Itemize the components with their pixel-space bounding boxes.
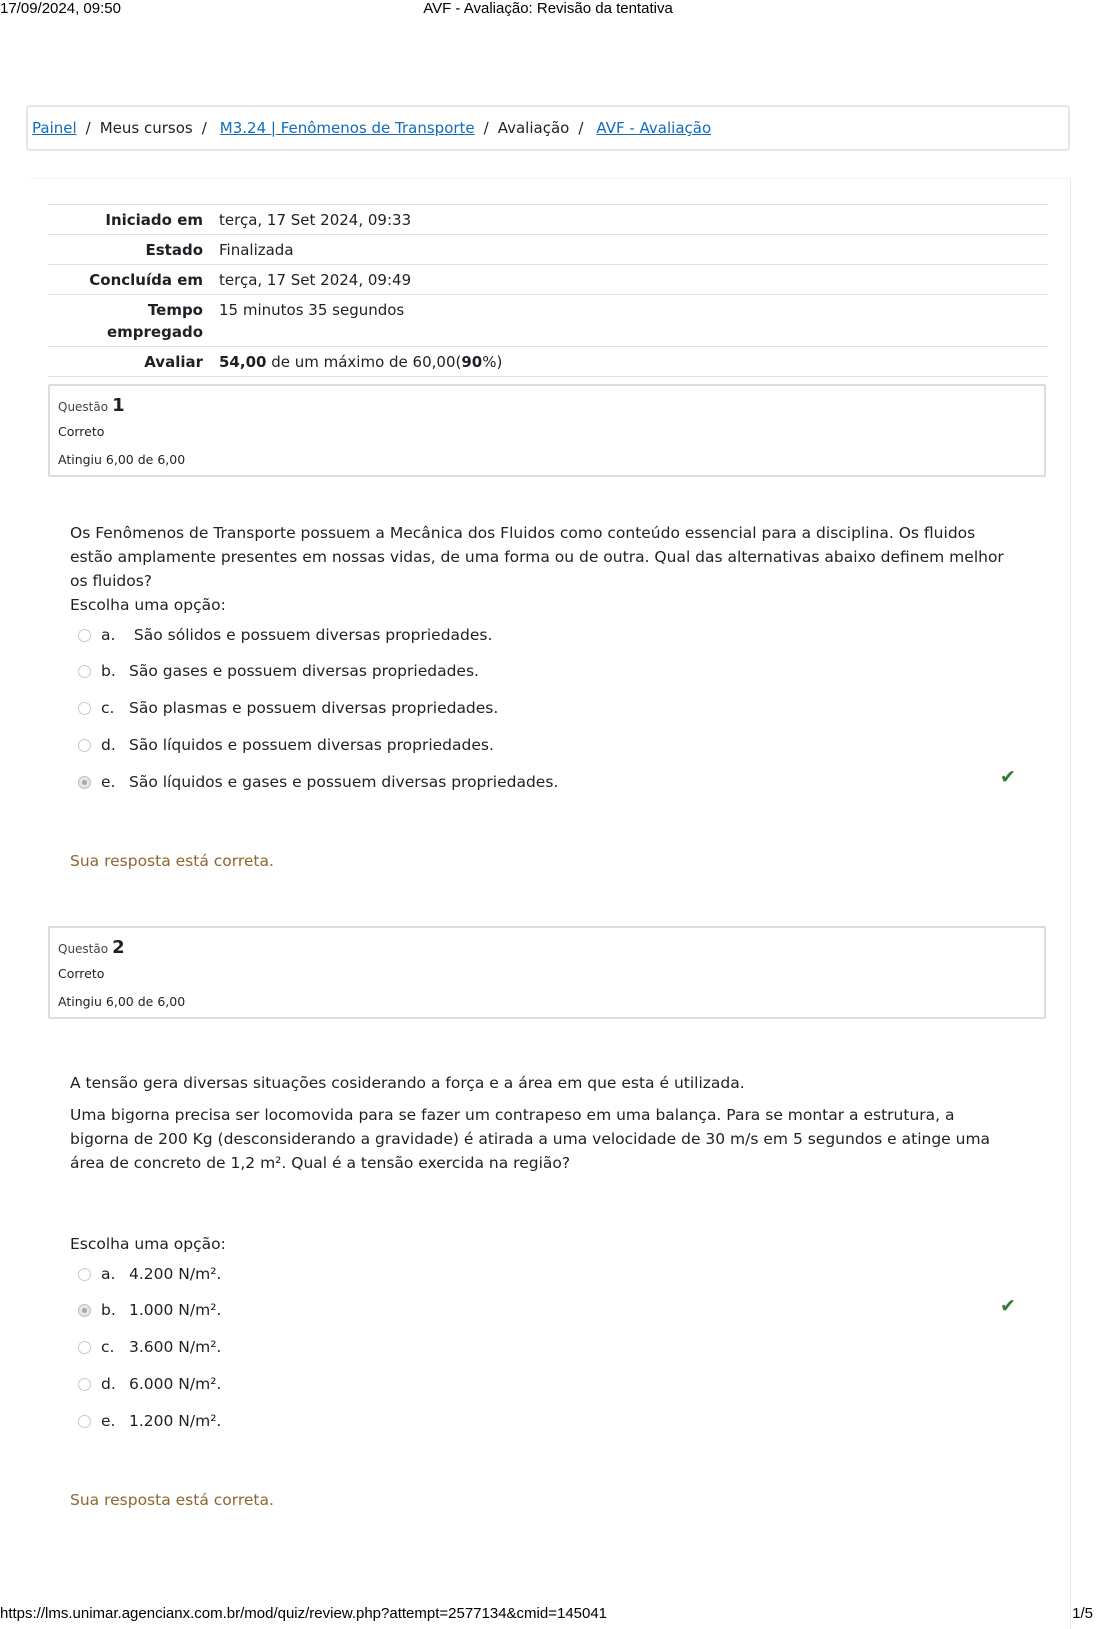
option-text: 1.200 N/m². <box>129 1412 222 1430</box>
breadcrumb-separator: / <box>483 119 489 137</box>
question-text-2 <box>70 1071 1010 1183</box>
option-letter: d. <box>101 736 116 754</box>
breadcrumb-separator: / <box>85 119 91 137</box>
breadcrumb-item-meus-cursos: Meus cursos <box>99 119 193 137</box>
correct-check-icon: ✔ <box>1000 1295 1016 1317</box>
question-feedback: Sua resposta está correta. <box>70 1491 274 1509</box>
print-url: https://lms.unimar.agencianx.com.br/mod/quiz/review.php?attempt=2577134&cmid=145041 <box>0 1605 608 1622</box>
option-letter: e. <box>101 1412 116 1430</box>
breadcrumb-link-course[interactable]: M3.24 | Fenômenos de Transporte <box>219 119 475 137</box>
answer-option-d[interactable] <box>78 733 1018 757</box>
radio-button[interactable] <box>78 665 91 678</box>
option-letter: b. <box>101 662 116 680</box>
radio-button[interactable] <box>78 1378 91 1391</box>
summary-label: Iniciado em <box>48 205 219 235</box>
answer-option-b[interactable] <box>78 659 1018 683</box>
option-letter: a. <box>101 1265 116 1283</box>
grade-score: 54,00 <box>219 353 267 371</box>
question-grade: Atingiu 6,00 de 6,00 <box>58 994 186 1009</box>
summary-label <box>48 295 219 347</box>
option-text: São plasmas e possuem diversas propriedades. <box>129 699 499 717</box>
question-number <box>58 395 125 416</box>
print-footer <box>0 1605 1096 1623</box>
question-state: Correto <box>58 966 105 981</box>
question-number-value: 2 <box>112 937 125 958</box>
question-label: Questão <box>58 400 109 414</box>
option-letter: c. <box>101 1338 115 1356</box>
summary-value: terça, 17 Set 2024, 09:33 <box>219 205 1048 235</box>
summary-label: Estado <box>48 235 219 265</box>
radio-button[interactable] <box>78 629 91 642</box>
grade-end: %) <box>482 353 503 371</box>
answer-option-e[interactable] <box>78 770 1018 794</box>
answer-option-b[interactable] <box>78 1298 1018 1322</box>
question-paragraph: A tensão gera diversas situações cosiderando a força e a área em que esta é utilizada. <box>70 1074 745 1092</box>
question-grade: Atingiu 6,00 de 6,00 <box>58 452 186 467</box>
answer-option-a[interactable] <box>78 1262 1018 1286</box>
option-letter: b. <box>101 1301 116 1319</box>
question-info-2 <box>48 926 1046 1019</box>
question-number <box>58 937 125 958</box>
option-text: 3.600 N/m². <box>129 1338 222 1356</box>
summary-label-time-2: empregado <box>106 323 203 341</box>
breadcrumb-link-painel[interactable]: Painel <box>32 119 77 137</box>
correct-check-icon: ✔ <box>1000 766 1016 788</box>
option-text: São líquidos e gases e possuem diversas propriedades. <box>129 773 559 791</box>
radio-button[interactable] <box>78 1341 91 1354</box>
answer-option-a[interactable] <box>78 623 1018 647</box>
question-feedback: Sua resposta está correta. <box>70 852 274 870</box>
question-prompt: Escolha uma opção: <box>70 596 226 614</box>
attempt-summary-table <box>48 204 1048 377</box>
radio-button-selected[interactable] <box>78 1304 91 1317</box>
radio-button-selected[interactable] <box>78 776 91 789</box>
option-text: 4.200 N/m². <box>129 1265 222 1283</box>
summary-row-completed <box>48 265 1048 295</box>
option-text: São gases e possuem diversas propriedades. <box>129 662 479 680</box>
answer-option-e[interactable] <box>78 1409 1018 1433</box>
breadcrumb-link-avf[interactable]: AVF - Avaliação <box>596 119 712 137</box>
print-page-number: 1/5 <box>1072 1605 1093 1622</box>
print-header <box>0 0 1096 18</box>
question-state: Correto <box>58 424 105 439</box>
print-datetime: 17/09/2024, 09:50 <box>0 0 121 17</box>
question-text-1 <box>70 521 1010 601</box>
radio-button[interactable] <box>78 1415 91 1428</box>
print-title: AVF - Avaliação: Revisão da tentativa <box>423 0 673 17</box>
radio-button[interactable] <box>78 1268 91 1281</box>
answer-option-c[interactable] <box>78 696 1018 720</box>
summary-value: Finalizada <box>219 235 1048 265</box>
summary-value: terça, 17 Set 2024, 09:49 <box>219 265 1048 295</box>
question-paragraph: Uma bigorna precisa ser locomovida para se fazer um contrapeso em uma balança. Para se montar a estrutura, a bigorna de 200 Kg (desconsiderando a gravidade) é atirada a uma velocidade de 30 m/s em 5 segundos e atinge uma área de concreto de 1,2 m². Qual é a tensão exercida na região? <box>70 1106 991 1172</box>
breadcrumb <box>26 105 1070 151</box>
summary-row-started <box>48 205 1048 235</box>
option-letter: d. <box>101 1375 116 1393</box>
grade-percent: 90 <box>461 353 483 371</box>
summary-label: Avaliar <box>48 347 219 377</box>
summary-label: Concluída em <box>48 265 219 295</box>
option-text: 1.000 N/m². <box>129 1301 222 1319</box>
option-text: 6.000 N/m². <box>129 1375 222 1393</box>
question-info-1 <box>48 384 1046 477</box>
summary-value <box>219 347 1048 377</box>
option-text: São líquidos e possuem diversas propriedades. <box>129 736 494 754</box>
breadcrumb-separator: / <box>578 119 584 137</box>
summary-value: 15 minutos 35 segundos <box>219 295 1048 347</box>
radio-button[interactable] <box>78 702 91 715</box>
option-letter: e. <box>101 773 116 791</box>
radio-button[interactable] <box>78 739 91 752</box>
option-letter: c. <box>101 699 115 717</box>
breadcrumb-separator: / <box>201 119 207 137</box>
summary-row-time <box>48 295 1048 347</box>
question-label: Questão <box>58 942 109 956</box>
grade-middle: de um máximo de 60,00( <box>266 353 462 371</box>
summary-row-grade <box>48 347 1048 377</box>
question-prompt: Escolha uma opção: <box>70 1235 226 1253</box>
answer-option-c[interactable] <box>78 1335 1018 1359</box>
option-text: São sólidos e possuem diversas propriedades. <box>129 626 493 644</box>
breadcrumb-item-avaliacao: Avaliação <box>497 119 570 137</box>
question-number-value: 1 <box>112 395 125 416</box>
answer-option-d[interactable] <box>78 1372 1018 1396</box>
question-paragraph: Os Fenômenos de Transporte possuem a Mecânica dos Fluidos como conteúdo essencial para a disciplina. Os fluidos estão amplamente presentes em nossas vidas, de uma forma ou de outra. Qual das alternativas abaixo definem melhor os fluidos? <box>70 524 1004 590</box>
option-letter: a. <box>101 626 116 644</box>
summary-row-state <box>48 235 1048 265</box>
summary-label-time-1: Tempo <box>147 301 203 319</box>
